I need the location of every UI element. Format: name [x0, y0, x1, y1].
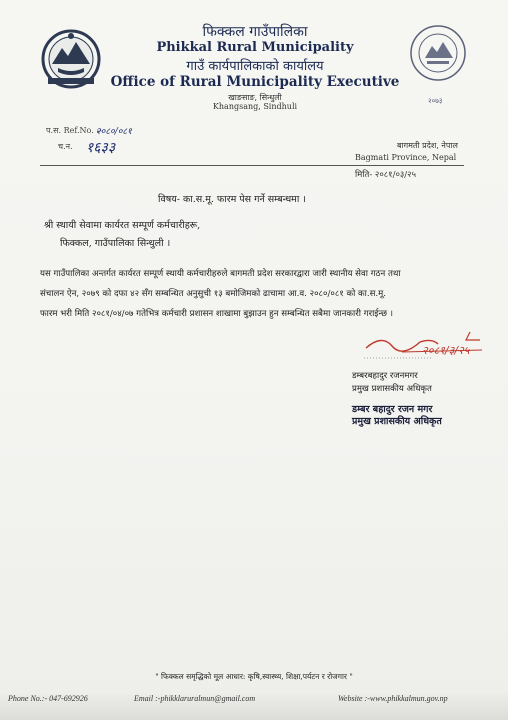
- stamp-title: प्रमुख प्रशासकीय अधिकृत: [352, 416, 442, 427]
- letter-body: [40, 264, 460, 324]
- signatory-title: प्रमुख प्रशासकीय अधिकृत: [352, 384, 432, 394]
- dispatch-number: १६३३: [86, 140, 116, 156]
- address-np: खाङसाङ, सिन्धुली: [228, 93, 282, 102]
- subject-line: विषय- का.स.मू. फारम पेस गर्ने सम्बन्धमा ।: [158, 194, 306, 205]
- letter-date: मिति- २०८१/०३/२५: [355, 170, 416, 180]
- signature-date: २०८१/३/२५: [422, 344, 470, 357]
- body-line: यस गाउँपालिका अन्तर्गत कार्यरत सम्पूर्ण स्थायी कर्मचारीहरुले बागमती प्रदेश सरकारद्वारा जारी स्थानीय सेवा गठन तथा: [40, 269, 401, 279]
- address-en: Khangsang, Sindhuli: [212, 102, 298, 111]
- handwritten-signature-icon: [362, 328, 502, 364]
- footer-motto: " फिक्कल समृद्धिको मूल आधार: कृषि,स्वास्थ्य, शिक्षा,पर्यटन र रोजगार ": [155, 672, 353, 681]
- seal-year: २०७३: [428, 97, 443, 105]
- nepal-emblem-icon: [38, 28, 104, 90]
- province-en: Bagmati Province, Nepal: [355, 153, 457, 162]
- municipality-seal-icon: [409, 24, 467, 82]
- recipient-line-2: फिक्कल, गाउँपालिका सिन्धुली ।: [60, 238, 171, 249]
- dispatch-label: च.न.: [58, 142, 73, 151]
- body-line: फारम भरी मिति २०८१/०४/०७ गतेभित्र कर्मचारी प्रशासन शाखामा बुझाउन हुन सम्बन्धित सबैमा जानकारी गराईन्छ ।: [40, 309, 393, 319]
- body-line: संचालन ऐन, २०७९ को दफा ४२ सँग सम्बन्धित अनुसुची १३ बमोजिमको ढाचामा आ.व. २०८०/०८१ को का.स.मू.: [40, 289, 387, 299]
- stamp-name: डम्बर बहादुर रजन मगर: [352, 404, 433, 415]
- municipality-name-en: Phikkal Rural Municipality: [156, 40, 354, 55]
- footer-website: Website :-www.phikkalmun.gov.np: [338, 694, 448, 703]
- ref-value: २०८०/०८१: [96, 127, 132, 137]
- office-name-en: Office of Rural Municipality Executive: [110, 74, 400, 90]
- office-name-np: गाउँ कार्यपालिकाको कार्यालय: [186, 59, 324, 74]
- ref-label: प.स. Ref.No. :-: [46, 126, 102, 135]
- footer-phone: Phone No.:- 047-692926: [8, 694, 88, 703]
- footer-email: Email :-phikklaruralmun@gmail.com: [134, 694, 256, 703]
- municipality-name-np: फिक्कल गाउँपालिका: [202, 24, 308, 40]
- divider: [40, 165, 464, 166]
- province-np: बागमती प्रदेश, नेपाल: [397, 141, 458, 150]
- recipient-line-1: श्री स्थायी सेवामा कार्यरत सम्पूर्ण कर्मचारीहरू,: [44, 220, 201, 231]
- signatory-name: डम्बरबहादुर रजनमगर: [352, 371, 418, 381]
